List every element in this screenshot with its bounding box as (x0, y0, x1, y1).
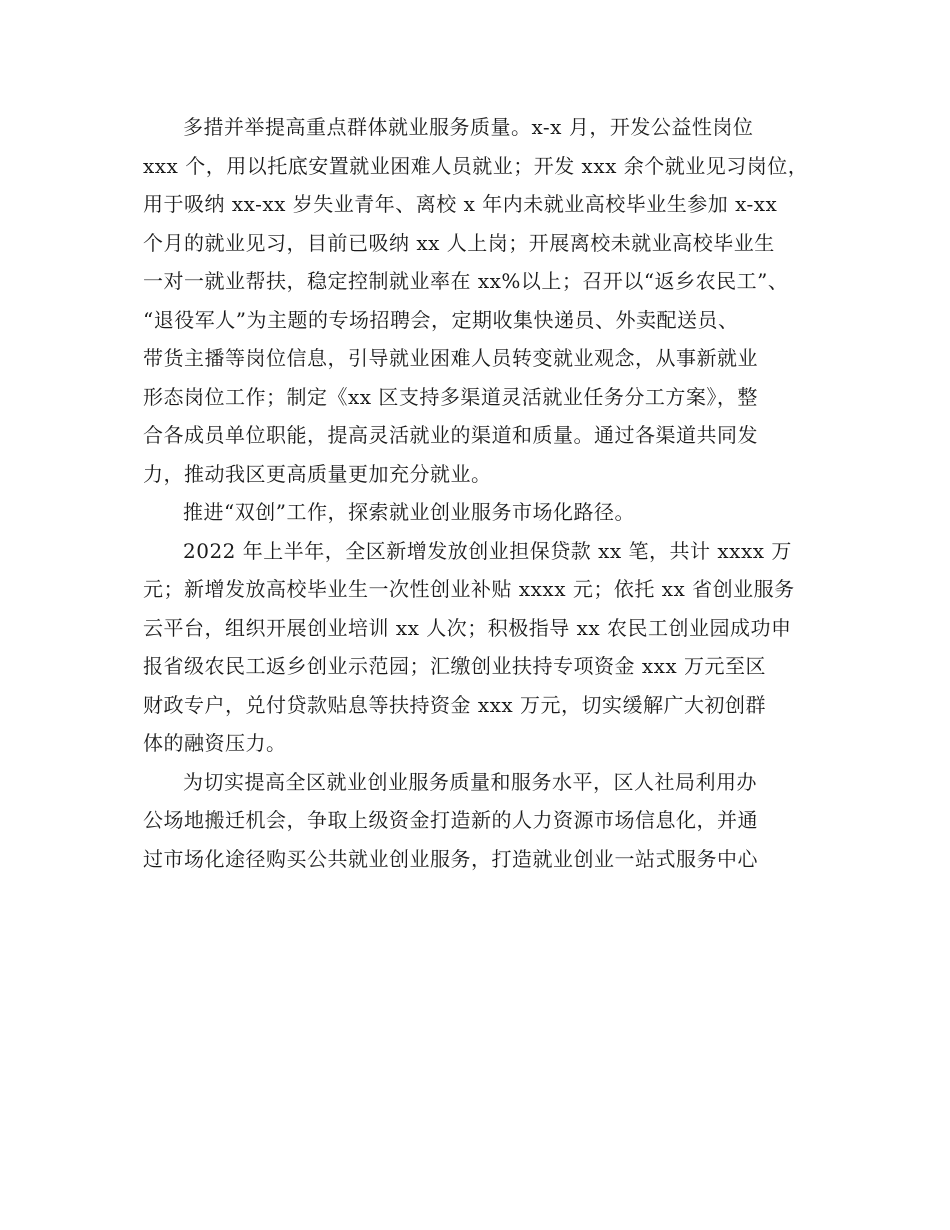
paragraph-line: 过市场化途径购买公共就业创业服务，打造就业创业一站式服务中心 (143, 846, 758, 871)
paragraph-3 (143, 532, 823, 763)
paragraph-line: “退役军人”为主题的专场招聘会，定期收集快递员、外卖配送员、 (143, 307, 739, 332)
paragraph-line: 报省级农民工返乡创业示范园；汇缴创业扶持专项资金 xxx 万元至区 (143, 654, 767, 678)
paragraph-line: 公场地搬迁机会，争取上级资金打造新的人力资源市场信息化，并通 (143, 808, 758, 832)
paragraph-2-heading (143, 493, 823, 532)
section-heading: 推进“双创”工作，探索就业创业服务市场化路径。 (183, 500, 635, 524)
paragraph-line: 力，推动我区更高质量更加充分就业。 (143, 461, 492, 486)
paragraph-line: 合各成员单位职能，提高灵活就业的渠道和质量。通过各渠道共同发 (143, 423, 758, 447)
paragraph-line: 财政专户，兑付贷款贴息等扶持资金 xxx 万元，切实缓解广大初创群 (143, 692, 767, 717)
paragraph-line: 一对一就业帮扶，稳定控制就业率在 xx%以上；召开以“返乡农民工”、 (143, 269, 789, 293)
paragraph-line: 元；新增发放高校毕业生一次性创业补贴 xxxx 元；依托 xx 省创业服务 (143, 577, 795, 601)
paragraph-line: 形态岗位工作；制定《xx 区支持多渠道灵活就业任务分工方案》，整 (143, 384, 758, 409)
document-body (143, 108, 823, 878)
paragraph-line: 为切实提高全区就业创业服务质量和服务水平，区人社局利用办 (183, 769, 757, 794)
paragraph-line: 2022 年上半年，全区新增发放创业担保贷款 xx 笔，共计 xxxx 万 (183, 538, 792, 563)
paragraph-line: xxx 个，用以托底安置就业困难人员就业；开发 xxx 余个就业见习岗位， (143, 153, 809, 178)
paragraph-4 (143, 763, 823, 879)
paragraph-line: 多措并举提高重点群体就业服务质量。x-x 月，开发公益性岗位 (183, 115, 754, 139)
paragraph-line: 体的融资压力。 (143, 731, 287, 755)
paragraph-line: 云平台，组织开展创业培训 xx 人次；积极指导 xx 农民工创业园成功申 (143, 615, 792, 640)
paragraph-line: 带货主播等岗位信息，引导就业困难人员转变就业观念，从事新就业 (143, 346, 758, 370)
paragraph-line: 用于吸纳 xx-xx 岁失业青年、离校 x 年内未就业高校毕业生参加 x-xx (143, 192, 778, 216)
paragraph-1 (143, 108, 823, 493)
paragraph-line: 个月的就业见习，目前已吸纳 xx 人上岗；开展离校未就业高校毕业生 (143, 230, 775, 255)
